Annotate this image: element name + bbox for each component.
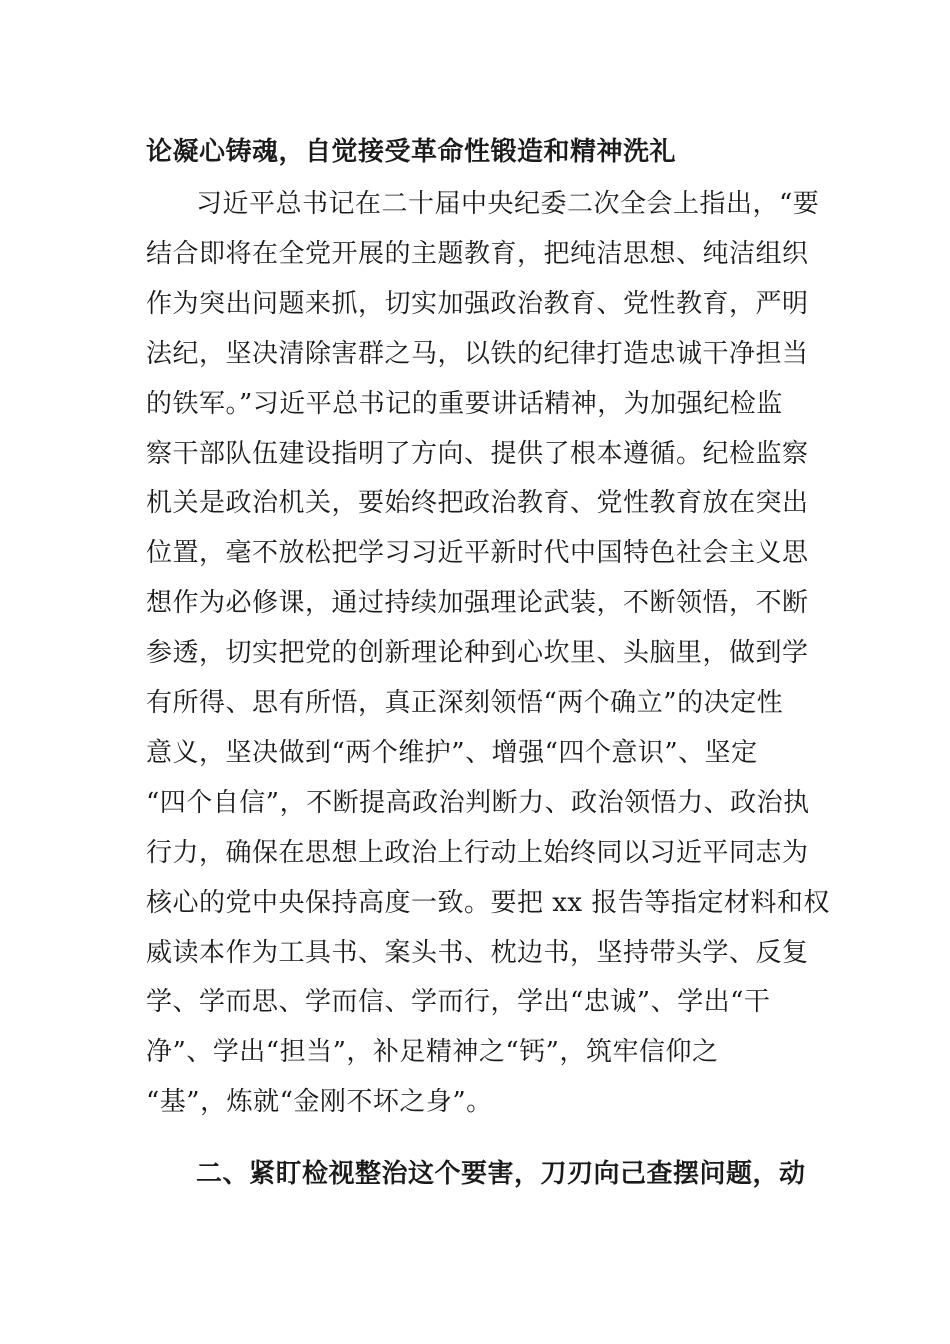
- paragraph-line: 想作为必修课，通过持续加强理论武装，不断领悟，不断: [146, 588, 809, 618]
- paragraph-line: 学、学而思、学而信、学而行，学出“忠诚”、学出“干: [146, 987, 771, 1017]
- paragraph-line: 习近平总书记在二十届中央纪委二次全会上指出，“要: [196, 189, 820, 219]
- paragraph-line: 核心的党中央保持高度一致。要把 xx 报告等指定材料和权: [146, 888, 830, 918]
- paragraph-line: 净”、学出“担当”，补足精神之“钙”，筑牢信仰之: [146, 1037, 719, 1067]
- paragraph-line: 作为突出问题来抓，切实加强政治教育、党性教育，严明: [146, 289, 809, 319]
- paragraph-line: 法纪，坚决清除害群之马，以铁的纪律打造忠诚干净担当: [146, 339, 809, 369]
- paragraph-line: 结合即将在全党开展的主题教育，把纯洁思想、纯洁组织: [146, 239, 809, 269]
- paragraph-line: “四个自信”，不断提高政治判断力、政治领悟力、政治执: [146, 788, 810, 818]
- paragraph-line: “基”，炼就“金刚不坏之身”。: [146, 1087, 493, 1117]
- paragraph-line: 位置，毫不放松把学习习近平新时代中国特色社会主义思: [146, 538, 809, 568]
- paragraph-line: 意义，坚决做到“两个维护”、增强“四个意识”、坚定: [146, 738, 758, 768]
- heading-continuation: 论凝心铸魂，自觉接受革命性锻造和精神洗礼: [146, 137, 677, 167]
- paragraph-line: 机关是政治机关，要始终把政治教育、党性教育放在突出: [146, 488, 809, 518]
- paragraph-line: 的铁军。”习近平总书记的重要讲话精神，为加强纪检监: [146, 389, 783, 419]
- paragraph-line: 有所得、思有所悟，真正深刻领悟“两个确立”的决定性: [146, 688, 784, 718]
- section-heading: 二、紧盯检视整治这个要害，刀刃向己查摆问题，动: [196, 1159, 806, 1189]
- paragraph-line: 行力，确保在思想上政治上行动上始终同以习近平同志为: [146, 838, 809, 868]
- paragraph-line: 威读本作为工具书、案头书、枕边书，坚持带头学、反复: [146, 938, 809, 968]
- paragraph-line: 察干部队伍建设指明了方向、提供了根本遵循。纪检监察: [146, 439, 809, 469]
- paragraph-line: 参透，切实把党的创新理论种到心坎里、头脑里，做到学: [146, 638, 809, 668]
